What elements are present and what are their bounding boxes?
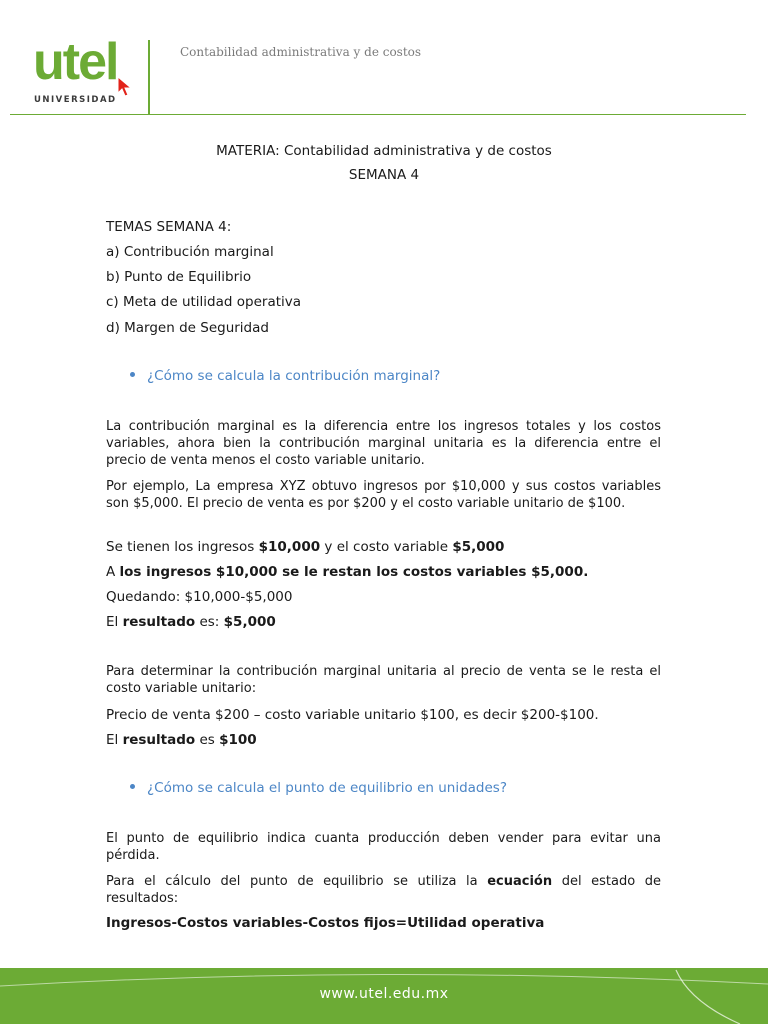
bold-span: $100 xyxy=(219,732,257,748)
header-rule xyxy=(10,114,746,115)
text-span: Se tienen los ingresos xyxy=(106,539,259,555)
bold-span: $5,000 xyxy=(452,539,505,555)
question-text: ¿Cómo se calcula el punto de equilibrio en unidades? xyxy=(147,780,507,796)
header-title: Contabilidad administrativa y de costos xyxy=(180,45,422,59)
paragraph xyxy=(106,873,661,907)
topics-heading: TEMAS SEMANA 4: xyxy=(106,219,232,235)
bold-span: los ingresos $10,000 se le restan los costos variables $5,000. xyxy=(119,564,589,580)
header-divider xyxy=(148,40,150,114)
topic-item: b) Punto de Equilibrio xyxy=(106,269,252,285)
text-span: y el costo variable xyxy=(320,539,453,555)
equation: Ingresos-Costos variables-Costos fijos=Utilidad operativa xyxy=(106,915,545,931)
question-bullet xyxy=(130,780,507,796)
text-line: Quedando: $10,000-$5,000 xyxy=(106,589,293,605)
topic-item: a) Contribución marginal xyxy=(106,244,274,260)
text-line xyxy=(106,538,661,556)
text-span: A xyxy=(106,564,120,580)
text-line xyxy=(106,613,661,631)
week-title: SEMANA 4 xyxy=(348,167,420,183)
bold-span: resultado xyxy=(122,614,196,630)
bold-span: resultado xyxy=(122,732,196,748)
logo-subtext: UNIVERSIDAD xyxy=(34,95,117,105)
text-span: es xyxy=(195,732,220,748)
text-span: El xyxy=(106,732,123,748)
text-span: Para el cálculo del punto de equilibrio se utiliza la xyxy=(106,874,488,889)
text-line xyxy=(106,563,661,581)
text-span: del estado de resultados: xyxy=(106,874,661,906)
question-bullet xyxy=(130,368,440,384)
topic-item: d) Margen de Seguridad xyxy=(106,320,269,336)
utel-logo xyxy=(33,33,133,110)
text-line xyxy=(106,731,661,749)
paragraph: Para determinar la contribución marginal unitaria al precio de venta se le resta el costo variable unitario: xyxy=(106,664,661,696)
bold-span: $10,000 xyxy=(258,539,321,555)
text-span: El xyxy=(106,614,123,630)
bullet-icon xyxy=(130,372,135,377)
paragraph: El punto de equilibrio indica cuanta producción deben vender para evitar una pérdida. xyxy=(106,831,661,863)
bold-span: ecuación xyxy=(487,874,553,889)
paragraph: Por ejemplo, La empresa XYZ obtuvo ingresos por $10,000 y sus costos variables son $5,000. El precio de venta es por $200 y el costo variable unitario de $100. xyxy=(106,479,661,511)
logo-wordmark: utel xyxy=(33,33,118,91)
bullet-icon xyxy=(130,784,135,789)
question-text: ¿Cómo se calcula la contribución marginal? xyxy=(147,368,441,384)
bold-span: $5,000 xyxy=(223,614,276,630)
paragraph: La contribución marginal es la diferencia entre los ingresos totales y los costos variables, ahora bien la contribución marginal unitaria es la diferencia entre el precio de venta menos el costo variable unitario. xyxy=(106,419,661,468)
cursor-arrow-icon xyxy=(117,76,133,98)
subject-title: MATERIA: Contabilidad administrativa y de costos xyxy=(216,143,552,159)
text-line: Precio de venta $200 – costo variable unitario $100, es decir $200-$100. xyxy=(106,707,599,723)
topic-item: c) Meta de utilidad operativa xyxy=(106,294,302,310)
text-span: es: xyxy=(195,614,224,630)
footer-url-link[interactable]: www.utel.edu.mx xyxy=(319,986,449,1002)
